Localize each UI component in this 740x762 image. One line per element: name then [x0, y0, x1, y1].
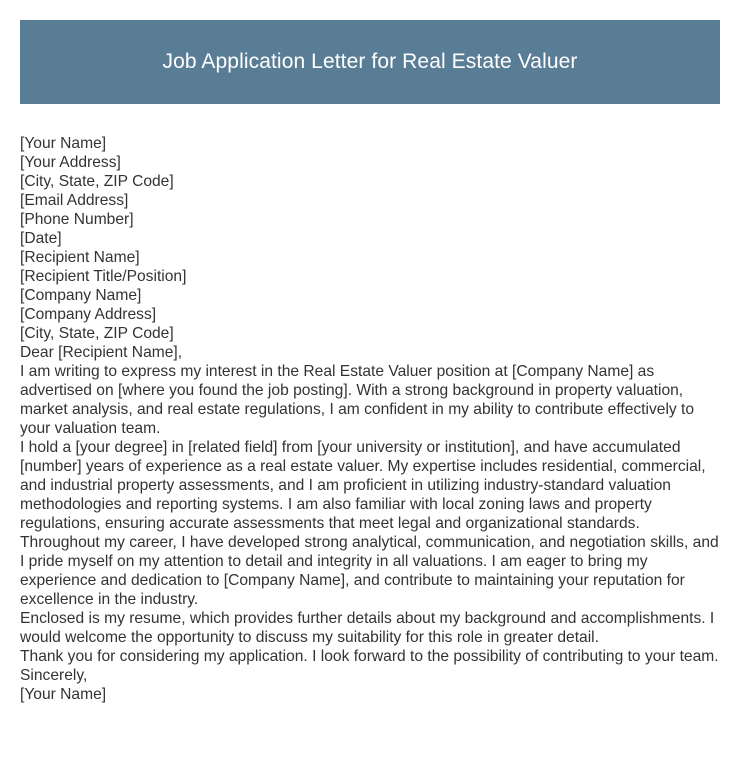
- recipient-title: [Recipient Title/Position]: [20, 268, 187, 285]
- letter-body: [20, 134, 724, 704]
- sender-email: [Email Address]: [20, 192, 129, 209]
- paragraph-thanks: Thank you for considering my application. I look forward to the possibility of contributing to your team.: [20, 648, 719, 665]
- salutation: Dear [Recipient Name],: [20, 344, 183, 361]
- recipient-name: [Recipient Name]: [20, 249, 140, 266]
- signature: [Your Name]: [20, 686, 107, 703]
- closing: Sincerely,: [20, 667, 88, 684]
- paragraph-qualifications: I hold a [your degree] in [related field] from [your university or institution], and have accumulated [number] years of experience as a real estate valuer. My expertise includes residential, commercial, and industrial property assessments, and I am proficient in utilizing industry-standard valuation methodologies and reporting systems. I am also familiar with local zoning laws and property regulations, ensuring accurate assessments that meet legal and organizational standards.: [20, 439, 706, 532]
- page-title: Job Application Letter for Real Estate Valuer: [162, 50, 578, 73]
- title-banner: [20, 20, 720, 104]
- recipient-city-state-zip: [City, State, ZIP Code]: [20, 325, 174, 342]
- sender-address: [Your Address]: [20, 154, 121, 171]
- paragraph-intro: I am writing to express my interest in the Real Estate Valuer position at [Company Name] as advertised on [where you found the job posting]. With a strong background in property valuation, market analysis, and real estate regulations, I am confident in my ability to contribute effectively to your valuation team.: [20, 363, 695, 437]
- paragraph-resume: Enclosed is my resume, which provides further details about my background and accomplishments. I would welcome the opportunity to discuss my suitability for this role in greater detail.: [20, 610, 715, 646]
- recipient-address: [Company Address]: [20, 306, 157, 323]
- recipient-company: [Company Name]: [20, 287, 142, 304]
- paragraph-skills: Throughout my career, I have developed strong analytical, communication, and negotiation skills, and I pride myself on my attention to detail and integrity in all valuations. I am eager to bring my experience and dedication to [Company Name], and contribute to maintaining your reputation for excellence in the industry.: [20, 534, 719, 608]
- sender-phone: [Phone Number]: [20, 211, 134, 228]
- letter-date: [Date]: [20, 230, 62, 247]
- sender-city-state-zip: [City, State, ZIP Code]: [20, 173, 174, 190]
- sender-name: [Your Name]: [20, 135, 107, 152]
